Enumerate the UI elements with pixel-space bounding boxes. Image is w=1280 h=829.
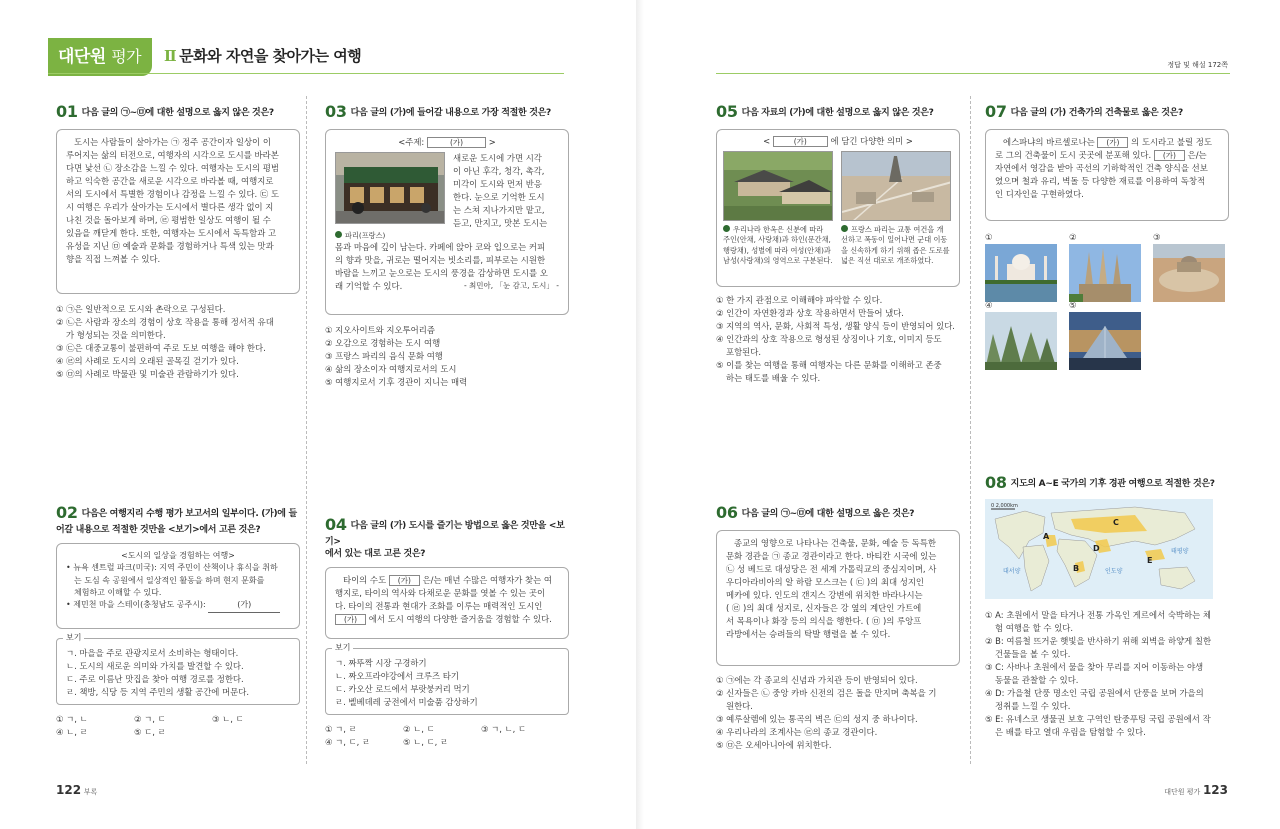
- boggi-item: ㄹ. 벨베데레 궁전에서 미술품 감상하기: [335, 696, 478, 707]
- question-text: 다음 글의 (가)에 들어갈 내용으로 가장 적절한 것은?: [350, 108, 551, 118]
- passage-right: [447, 152, 559, 241]
- passage-line: 래 기억할 수 있다.: [335, 281, 403, 292]
- question-number: 08: [985, 473, 1007, 492]
- choice[interactable]: ① ㉠은 일반적으로 도시와 촌락으로 구성된다.: [56, 303, 226, 314]
- question-number: 01: [56, 102, 78, 121]
- choice-continued: 원한다.: [726, 700, 753, 711]
- boggi-item: ㄱ. 짜뚜짝 시장 구경하기: [335, 657, 427, 668]
- choice-continued: 정취를 느낄 수 있다.: [995, 700, 1071, 711]
- boggi-label: 보기: [332, 642, 353, 654]
- passage-line: 메카에 있다. 인도의 갠지스 강변에 위치한 바라나시는: [726, 589, 923, 600]
- option[interactable]: ④ ㄴ, ㄹ: [56, 726, 88, 737]
- passage-line: 듣고, 만지고, 맛본 도시는: [453, 217, 548, 228]
- page-number: 123: [1202, 783, 1228, 797]
- page-number: 122: [56, 783, 82, 797]
- choice[interactable]: ② 신자들은 ㉡ 중앙 카바 신전의 검은 돌을 만지며 축복을 기: [716, 687, 937, 698]
- choices: [716, 294, 960, 385]
- choice[interactable]: ⑤ 이를 찾는 여행을 통해 여행자는 다른 문화를 이해하고 존중: [716, 359, 942, 370]
- question-text: 다음 자료의 (가)에 대한 설명으로 옳지 않은 것은?: [741, 108, 934, 118]
- caption-line: 남성(사랑채)의 영역으로 구분된다.: [723, 255, 833, 265]
- passage-text: 로 그의 건축물이 도시 곳곳에 분포해 있다.: [995, 149, 1152, 160]
- option[interactable]: ③ ㄱ, ㄴ, ㄷ: [481, 723, 527, 734]
- choice[interactable]: ⑤ ㉤은 오세아니아에 위치한다.: [716, 739, 832, 750]
- passage-line: 나친 것을 돌아보게 하며, ㉣ 평범한 일상도 여행이 될 수: [66, 214, 271, 225]
- photo-option-5[interactable]: [1069, 299, 1141, 374]
- question-02: [56, 502, 300, 739]
- photo-option-4[interactable]: [985, 299, 1057, 374]
- louvre-pyramid-photo: [1069, 312, 1141, 370]
- question-03-header: [325, 101, 569, 123]
- question-08: [985, 472, 1229, 739]
- blank-ga: (가): [208, 599, 280, 612]
- passage-line: 서의 도시에서 특별한 경험이나 감정을 느낄 수 있다. ㉢ 도: [66, 188, 279, 199]
- map-label-b: B: [1073, 563, 1080, 573]
- question-01: [56, 101, 300, 381]
- choice[interactable]: ④ 삶의 장소이자 여행지로서의 도시: [325, 363, 457, 374]
- choices: [56, 303, 300, 381]
- report-title: <도시의 일상을 경험하는 여행>: [121, 550, 235, 560]
- question-text: 어갈 내용으로 적절한 것만을 <보기>에서 고른 것은?: [56, 524, 261, 535]
- choice-continued: 가 형성되는 것을 의미한다.: [66, 329, 166, 340]
- report-box: [56, 543, 300, 629]
- caption-line: 주인(안채, 사랑채)과 하인(문간채,: [723, 235, 831, 245]
- passage-line: 다. 타이의 전통과 현대가 조화를 이루는 매력적인 도시인: [335, 600, 543, 611]
- choice-continued: 하는 태도를 배울 수 있다.: [726, 372, 821, 383]
- unit-tab-sub: 평가: [111, 47, 142, 66]
- caption-line: 프랑스 파리는 교통 여건을 개: [851, 224, 944, 234]
- caption-line: 행랑채), 성별에 따라 여성(안채)과: [723, 245, 831, 255]
- question-02-header: [56, 502, 300, 536]
- option[interactable]: ① ㄱ, ㄴ: [56, 713, 88, 724]
- choices: [985, 609, 1229, 739]
- header-rule-left: [48, 73, 564, 74]
- question-07: [985, 101, 1229, 365]
- option-label: ⑤: [1069, 299, 1077, 310]
- photo-option-3[interactable]: [1153, 231, 1225, 306]
- passage-line: 루어지는 삶의 터전으로, 여행자의 시각으로 도시를 바라본: [66, 149, 279, 160]
- boggi-item: ㄱ. 마을을 주로 관광지로서 소비하는 형태이다.: [66, 647, 239, 658]
- st-peters-square-photo: [1153, 244, 1225, 302]
- ocean-label: 태평양: [1171, 547, 1189, 555]
- passage-line: 의 향과 맛을, 귀로는 떨어지는 빗소리를, 피부로는 시원한: [335, 255, 546, 266]
- choice[interactable]: ④ 인간과의 상호 작용으로 형성된 상징이나 기호, 이미지 등도: [716, 333, 942, 344]
- report-bullet-cont: 는 도심 속 공원에서 일상적인 활동을 하며 현지 문화를: [74, 575, 265, 585]
- map-label-a: A: [1043, 531, 1050, 541]
- question-08-header: [985, 472, 1229, 494]
- question-text: 에서 있는 대로 고른 것은?: [325, 548, 426, 559]
- choice[interactable]: ③ 프랑스 파리의 음식 문화 여행: [325, 350, 443, 361]
- choice[interactable]: ② 인간이 자연환경과 상호 작용하면서 만들어 냈다.: [716, 307, 904, 318]
- footer-label: 대단원 평가: [1164, 788, 1201, 796]
- question-number: 06: [716, 503, 738, 522]
- passage-line: 였으며 철과 유리, 벽돌 등 다양한 재료를 이용하여 독창적: [995, 175, 1206, 186]
- passage-line: 시 여행은 우리가 살아가는 도시에서 별다른 생각 없이 지: [66, 201, 274, 212]
- ocean-label: 대서양: [1003, 567, 1021, 575]
- question-number: 05: [716, 102, 738, 121]
- passage-line: 한다. 눈으로 기억한 도시: [453, 191, 545, 202]
- photo-option-1[interactable]: [985, 231, 1057, 306]
- hanok-photo: [723, 151, 833, 221]
- question-number: 03: [325, 102, 347, 121]
- passage-line: 서 목욕이나 화장 등의 의식을 행한다. ( ㉤ )의 루앙프: [726, 615, 922, 626]
- ocean-label: 인도양: [1105, 567, 1123, 575]
- column-divider: [306, 96, 307, 764]
- options: [325, 723, 569, 749]
- unit-tab: [48, 38, 152, 76]
- boggi-item: ㄹ. 책방, 식당 등 지역 주민의 생활 공간에 머문다.: [66, 686, 249, 697]
- option[interactable]: ③ ㄴ, ㄷ: [212, 713, 244, 724]
- column-divider: [970, 96, 971, 764]
- hanok-caption: [723, 225, 835, 267]
- choice[interactable]: ③ 예루살렘에 있는 통곡의 벽은 ㉢의 성지 중 하나이다.: [716, 713, 918, 724]
- choice[interactable]: ② B: 여름철 뜨거운 햇빛을 반사하기 위해 외벽을 하얗게 칠한: [985, 635, 1212, 646]
- passage-line: [335, 613, 559, 626]
- choice[interactable]: ① A: 초원에서 말을 타거나 전통 가옥인 게르에서 숙박하는 체: [985, 609, 1211, 620]
- passage-line: ( ㉣ )의 최대 성지로, 신자들은 강 옆의 계단인 가트에: [726, 602, 922, 613]
- blank-ga: (가): [1154, 150, 1185, 161]
- passage-line: 는 스쳐 지나가지만 맡고,: [453, 204, 545, 215]
- passage-line: 미각이 도시와 먼저 반응: [453, 178, 542, 189]
- question-number: 07: [985, 102, 1007, 121]
- blank-ga: (가): [1097, 137, 1128, 148]
- passage-text: 은/는: [1187, 149, 1207, 160]
- passage-line: 있음을 깨닫게 한다. 또한, 여행자는 도시에서 독특함과 고: [66, 227, 277, 238]
- passage-line: 도시는 사람들이 살아가는 ㉠ 정주 공간이자 일상이 이: [74, 136, 271, 147]
- map-label-c: C: [1113, 517, 1119, 527]
- option[interactable]: ⑤ ㄴ, ㄷ, ㄹ: [403, 736, 449, 747]
- passage-line: 이 아닌 후각, 청각, 촉각,: [453, 165, 545, 176]
- passage-line: 라방에서는 승려들의 탁발 행렬을 볼 수 있다.: [726, 628, 891, 639]
- report-bullet: • 뉴욕 센트럴 파크(미국): 지역 주민이 산책이나 휴식을 취하: [66, 563, 278, 573]
- option[interactable]: ② ㄴ, ㄷ: [403, 723, 435, 734]
- unit-title: [164, 45, 361, 68]
- location-pin-icon: [335, 231, 342, 238]
- passage-line: 우디아라비아의 알 하람 모스크는 ( ㉢ )의 최대 성지인: [726, 576, 925, 587]
- passage-line: 자연에서 영감을 받아 곡선의 기하학적인 건축 양식을 선보: [995, 162, 1208, 173]
- passage-line: 새로운 도시에 가면 시각: [453, 152, 542, 163]
- choice[interactable]: ③ 지역의 역사, 문화, 사회적 특성, 생활 양식 등이 반영되어 있다.: [716, 320, 955, 331]
- boggi-box: [56, 632, 300, 705]
- report-bullet: [66, 599, 290, 612]
- option-label: ③: [1153, 231, 1161, 242]
- question-text: 다음은 여행지리 수행 평가 보고서의 일부이다. (가)에 들: [81, 509, 297, 519]
- passage-box: [985, 129, 1229, 221]
- choice[interactable]: ① ㉠에는 각 종교의 신념과 가치관 등이 반영되어 있다.: [716, 674, 918, 685]
- photo-caption: [335, 231, 447, 241]
- question-text: 다음 글의 ㉠~㉤에 대한 설명으로 옳은 것은?: [741, 509, 915, 519]
- passage-line: 하고 익숙한 공간을 새로운 시각으로 바라볼 때, 여행지로: [66, 175, 274, 186]
- caption-line: 우리나라 한옥은 신분에 따라: [733, 224, 824, 234]
- unit-tab-main: 대단원: [58, 47, 106, 67]
- photo-options: [985, 231, 1229, 365]
- map-label-d: D: [1093, 543, 1100, 553]
- question-text: 다음 글의 (가) 도시를 즐기는 방법으로 옳은 것만을 <보기>: [325, 521, 565, 547]
- source-citation: - 최민아, 「눈 감고, 도시」 -: [463, 281, 559, 291]
- choice[interactable]: ② 오감으로 경험하는 도시 여행: [325, 337, 441, 348]
- choice[interactable]: ③ C: 사바나 초원에서 물을 찾아 무리를 지어 이동하는 야생: [985, 661, 1204, 672]
- boggi-item: ㄴ. 짜오프라야강에서 크루즈 타기: [335, 670, 459, 681]
- passage-line: 문화 경관을 ㉠ 종교 경관이라고 한다. 바티칸 시국에 있는: [726, 550, 937, 561]
- question-06-header: [716, 502, 960, 524]
- blank-ga: (가): [335, 614, 366, 625]
- choice-continued: 건물들을 볼 수 있다.: [995, 648, 1071, 659]
- passage-last: [335, 280, 559, 293]
- passage-line: 바람을 느끼고 눈으로는 도시의 풍경을 감상하면 도시를 오: [335, 268, 548, 279]
- data-box-title-text: 에 담긴 다양한 의미: [830, 135, 904, 146]
- option[interactable]: ② ㄱ, ㄷ: [134, 713, 166, 724]
- photo-caption-text: 파리(프랑스): [345, 230, 386, 240]
- blank-ga: (가): [427, 137, 486, 148]
- paris-aerial-photo: [841, 151, 951, 221]
- passage-box: [716, 530, 960, 666]
- paris-cafe-photo: [335, 152, 445, 224]
- choice[interactable]: ⑤ 여행지로서 기후 경관이 지니는 매력: [325, 376, 468, 387]
- report-bullet-cont: 체험하고 이해할 수 있다.: [74, 587, 162, 597]
- choice[interactable]: ④ 우리나라의 조계사는 ㉣의 종교 경관이다.: [716, 726, 878, 737]
- options: [56, 713, 300, 739]
- boggi-item: ㄷ. 카오산 로드에서 부랏붕커리 먹기: [335, 683, 470, 694]
- question-text: 지도의 A~E 국가의 기후 경관 여행으로 적절한 것은?: [1010, 479, 1215, 489]
- choice-continued: 은 배를 타고 열대 우림을 탐험할 수 있다.: [995, 726, 1146, 737]
- choices: [325, 324, 569, 389]
- answer-reference: 정답 및 해설 172쪽: [1167, 61, 1228, 69]
- choice[interactable]: ⑤ E: 유네스코 생물권 보호 구역인 탄중푸팅 국립 공원에서 작: [985, 713, 1211, 724]
- choice[interactable]: ① 한 가지 관점으로 이해해야 파악할 수 있다.: [716, 294, 883, 305]
- option[interactable]: ④ ㄱ, ㄷ, ㄹ: [325, 736, 371, 747]
- question-01-header: [56, 101, 300, 123]
- footer-left: [56, 781, 97, 800]
- passage-line: 몸과 마음에 깊이 남는다. 카페에 앉아 코와 입으로는 커피: [335, 242, 546, 253]
- report-bullet-text: • 제민천 마을 스테이(충청남도 공주시):: [66, 600, 206, 610]
- choice[interactable]: ① 지오사이트와 지오투어리즘: [325, 324, 435, 335]
- option-label: ④: [985, 299, 993, 310]
- passage-box: [325, 567, 569, 639]
- map-scale: 0 2,000km: [991, 502, 1018, 509]
- question-text: 다음 글의 ㉠~㉤에 대한 설명으로 옳지 않은 것은?: [81, 108, 274, 118]
- passage-line: 다면 낯선 ㉡ 장소감을 느낄 수 있다. 여행자는 도시의 평범: [66, 162, 279, 173]
- world-map: [985, 499, 1213, 599]
- passage-text: 에서 도시 여행의 다양한 즐거움을 경험할 수 있다.: [368, 613, 552, 624]
- choice[interactable]: ④ D: 가을철 단풍 명소인 국립 공원에서 단풍을 보며 가을의: [985, 687, 1204, 698]
- blank-ga: (가): [389, 575, 420, 586]
- blank-ga: (가): [773, 136, 828, 147]
- theme-label: <주제:: [398, 136, 425, 147]
- passage-line: 종교의 영향으로 나타나는 건축물, 문화, 예술 등 독특한: [734, 537, 936, 548]
- unit-roman: Ⅱ: [164, 47, 177, 65]
- footer-label: 부록: [83, 788, 98, 796]
- option-label: ①: [985, 231, 993, 242]
- choice-continued: 험 여행을 할 수 있다.: [995, 622, 1074, 633]
- header-rule-right: [716, 73, 1230, 74]
- boggi-item: ㄴ. 도시의 새로운 의미와 가치를 발견할 수 있다.: [66, 660, 244, 671]
- passage-text: 에스파냐의 바르셀로나는: [1003, 136, 1095, 147]
- page-gutter: [636, 0, 644, 829]
- question-07-header: [985, 101, 1229, 123]
- map-label-e: E: [1147, 555, 1153, 565]
- passage-line: 향을 직접 느껴볼 수 있다.: [66, 253, 161, 264]
- choice-continued: 동물을 관찰할 수 있다.: [995, 674, 1079, 685]
- question-05: [716, 101, 960, 385]
- paris-caption: [841, 225, 953, 267]
- option[interactable]: ⑤ ㄷ, ㄹ: [134, 726, 166, 737]
- passage-line: [995, 136, 1219, 149]
- choice[interactable]: ⑤ ㉤의 사례로 박물관 및 미술관 관람하기가 있다.: [56, 368, 239, 379]
- passage-line: 유성을 지닌 ㉤ 예술과 문화를 경험하거나 특색 있는 맛과: [66, 240, 274, 251]
- unit-title-text: 문화와 자연을 찾아가는 여행: [179, 47, 362, 65]
- passage-line: 행지로, 타이의 역사와 다채로운 문화를 엿볼 수 있는 곳이: [335, 587, 546, 598]
- data-box: [716, 129, 960, 287]
- theme-end: >: [488, 136, 496, 147]
- question-04: [325, 514, 569, 749]
- question-number: 04: [325, 515, 347, 534]
- sagrada-familia-photo: [1069, 244, 1141, 302]
- passage-text: 은/는 매년 수많은 여행자가 찾는 여: [422, 574, 552, 585]
- passage-line: [335, 574, 559, 587]
- question-06: [716, 502, 960, 752]
- question-05-header: [716, 101, 960, 123]
- data-box-title: < (가) 에 담긴 다양한 의미 >: [763, 135, 913, 146]
- boggi-box: [325, 642, 569, 715]
- choices: [716, 674, 960, 752]
- option-label: ②: [1069, 231, 1077, 242]
- passage-box: [325, 129, 569, 315]
- choice[interactable]: ③ ㉢은 대중교통이 불편하여 주로 도보 여행을 해야 한다.: [56, 342, 266, 353]
- passage-line: ㉡ 성 베드로 대성당은 전 세계 가톨릭교의 중심지이며, 사: [726, 563, 937, 574]
- caption-line: 선하고 폭동이 일어나면 군대 이동: [841, 235, 948, 245]
- taj-mahal-photo: [985, 244, 1057, 302]
- passage-text: 의 도시라고 불릴 정도: [1131, 136, 1212, 147]
- option[interactable]: ① ㄱ, ㄹ: [325, 723, 357, 734]
- caption-line: 넓은 직선 대로로 개조하였다.: [841, 255, 934, 265]
- photo-option-2[interactable]: [1069, 231, 1141, 306]
- question-number: 02: [56, 503, 78, 522]
- location-pin-icon: [841, 225, 848, 232]
- choice[interactable]: ④ ㉣의 사례로 도시의 오래된 골목길 걷기가 있다.: [56, 355, 239, 366]
- boggi-label: 보기: [63, 632, 84, 644]
- karst-landscape-photo: [985, 312, 1057, 370]
- passage-line: 인 디자인을 구현하였다.: [995, 188, 1084, 199]
- passage-box: [56, 129, 300, 294]
- passage-line: [995, 149, 1219, 162]
- theme-line: [335, 136, 559, 149]
- passage-text: 타이의 수도: [343, 574, 387, 585]
- choice-continued: 포함된다.: [726, 346, 762, 357]
- choice[interactable]: ② ㉡은 사람과 장소의 경험이 상호 작용을 통해 정서적 유대: [56, 316, 274, 327]
- footer-right: [1164, 781, 1228, 800]
- question-03: [325, 101, 569, 389]
- question-text: 다음 글의 (가) 건축가의 건축물로 옳은 것은?: [1010, 108, 1183, 118]
- caption-line: 을 신속하게 하기 위해 좁은 도로를: [841, 245, 950, 255]
- boggi-item: ㄷ. 주로 이름난 맛집을 찾아 여행 경로를 정한다.: [66, 673, 244, 684]
- question-04-header: [325, 514, 569, 560]
- location-pin-icon: [723, 225, 730, 232]
